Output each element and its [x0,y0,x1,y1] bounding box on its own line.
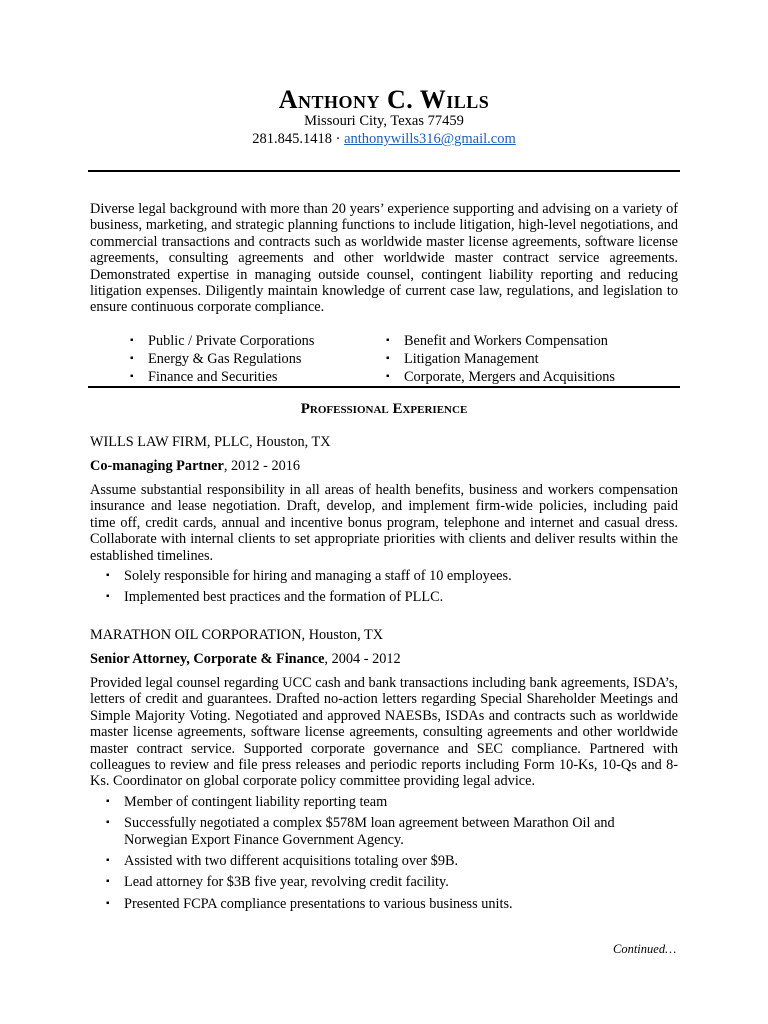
contact-line [0,131,768,148]
job-title: Co-managing Partner [90,458,224,474]
list-item: ▪ Successfully negotiated a complex $578M loan agreement between Marathon Oil and Norwegian Export Finance Government Agency. [90,815,678,848]
skill-item: ▪ Public / Private Corporations [128,332,314,350]
section-divider [88,386,680,388]
header-divider [88,170,680,172]
phone: 281.845.1418 [252,131,332,147]
job-entry [90,626,678,917]
list-item: ▪ Member of contingent liability reporting team [90,794,678,810]
skill-item: ▪ Finance and Securities [128,368,314,386]
job-entry [90,433,678,611]
list-item: ▪ Solely responsible for hiring and managing a staff of 10 employees. [90,568,678,584]
job-title: Senior Attorney, Corporate & Finance [90,651,325,667]
job-description: Assume substantial responsibility in all areas of health benefits, business and workers compensation insurance and lease negotiation. Draft, develop, and implement firm-wide policies, including paid time off, credit cards, annual and incentive bonus program, telephone and internet and casual dress. Collaborate with internal clients to set appropriate priorities with clients and deliver results within the established timelines. [90,482,678,564]
skill-item: ▪ Litigation Management [384,350,615,368]
job-employer: WILLS LAW FIRM, PLLC, Houston, TX [90,434,331,450]
list-item: ▪ Assisted with two different acquisitions totaling over $9B. [90,853,678,869]
skills-column-left [128,332,314,386]
email-link[interactable]: anthonywills316@gmail.com [344,131,516,147]
skill-item: ▪ Corporate, Mergers and Acquisitions [384,368,615,386]
skills-column-right [384,332,615,386]
job-title-line [90,650,678,668]
continued-note: Continued… [613,942,677,956]
skill-item: ▪ Benefit and Workers Compensation [384,332,615,350]
job-dates: , 2004 - 2012 [324,651,401,667]
job-dates: , 2012 - 2016 [223,458,301,474]
skill-item: ▪ Energy & Gas Regulations [128,350,314,368]
list-item: ▪ Presented FCPA compliance presentations to various business units. [90,896,678,912]
job-bullets [90,794,678,912]
experience-heading: Professional Experience [300,401,468,417]
job-description: Provided legal counsel regarding UCC cash and bank transactions including bank agreements, ISDA’s, letters of credit and guarantees. Drafted no-action letters regarding Special Shareholder Meetings and Simple Majority Voting. Negotiated and approved NAESBs, ISDAs and contracts such as worldwide master license agreements, software license agreements, consulting agreements and other worldwide master contract service. Supported corporate governance and SEC compliance. Partnered with colleagues to review and file press releases and periodic reports including Form 10-Ks, 10-Qs and 8-Ks. Coordinator on global corporate policy committee providing legal advice. [90,675,678,790]
list-item: ▪ Lead attorney for $3B five year, revolving credit facility. [90,874,678,890]
contact-separator: · [332,131,345,147]
job-title-line [90,457,678,475]
job-employer: MARATHON OIL CORPORATION, Houston, TX [90,627,384,643]
location: Missouri City, Texas 77459 [304,113,464,129]
job-bullets [90,568,678,606]
summary-paragraph: Diverse legal background with more than 20 years’ experience supporting and advising on a variety of business, marketing, and strategic planning functions to include litigation, high-level negotiations, and commercial transactions and contracts such as worldwide master license agreements, software license agreements, consulting agreements and other worldwide master contract service agreements. Demonstrated expertise in managing outside counsel, contingent liability reporting and reducing litigation expenses. Diligently maintain knowledge of current case law, regulations, and legislation to ensure continuous corporate compliance. [90,201,678,316]
applicant-name: Anthony C. Wills [278,85,490,114]
list-item: ▪ Implemented best practices and the formation of PLLC. [90,589,678,605]
